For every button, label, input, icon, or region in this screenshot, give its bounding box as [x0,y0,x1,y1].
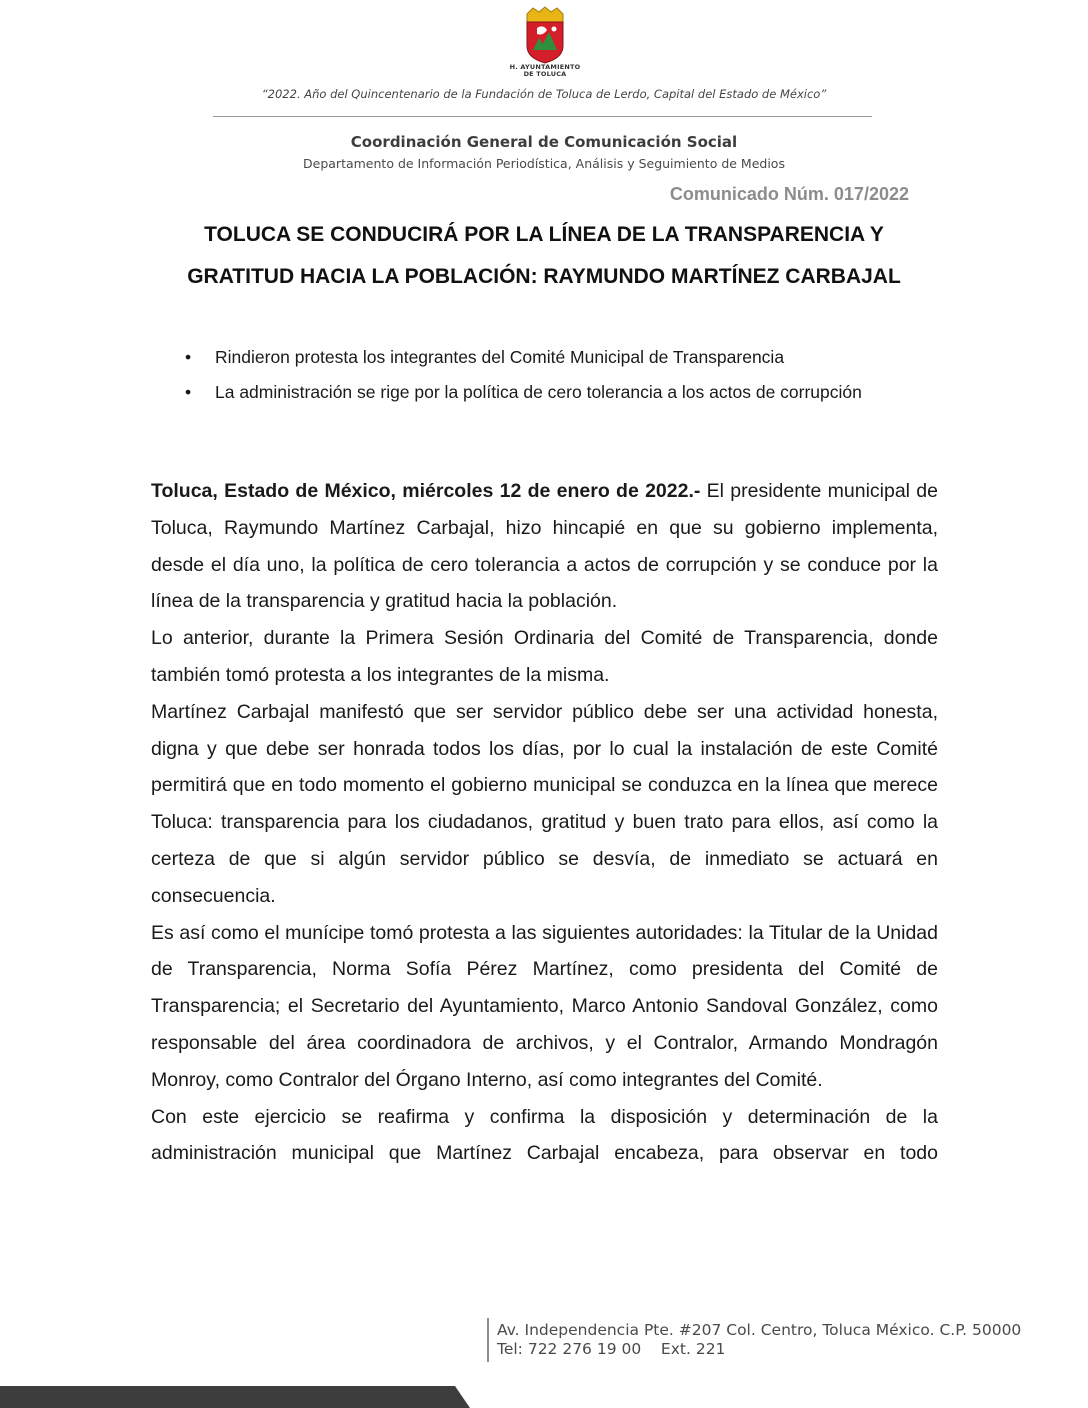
coordination-title: Coordinación General de Comunicación Social [350,133,738,151]
bullet-text: La administración se rige por la política de cero tolerancia a los actos de corrupción [215,381,862,402]
bullet-icon: • [185,347,192,367]
paragraph-1 [151,473,938,620]
footer-bar [0,1386,470,1408]
headline: TOLUCA SE CONDUCIRÁ POR LA LÍNEA DE LA TRANSPARENCIA Y GRATITUD HACIA LA POBLACIÓN: RAYMUNDO MARTÍNEZ CARBAJAL [187,223,901,288]
motto: “2022. Año del Quincentenario de la Fundación de Toluca de Lerdo, Capital del Estado de México” [261,87,827,101]
header-divider [213,116,872,117]
paragraph-2: Lo anterior, durante la Primera Sesión Ordinaria del Comité de Transparencia, donde también tomó protesta a los integrantes de la misma. [151,627,938,686]
bullet-icon: • [185,381,192,402]
release-number: Comunicado Núm. 017/2022 [669,184,909,204]
department-subtitle: Departamento de Información Periodística, Análisis y Seguimiento de Medios [303,156,785,171]
bullet-list [181,340,881,409]
footer-address: Av. Independencia Pte. #207 Col. Centro, Toluca México. C.P. 50000 [497,1321,1022,1339]
dateline: Toluca, Estado de México, miércoles 12 de enero de 2022.- [151,480,701,502]
footer-divider [487,1318,489,1362]
paragraph-5: Con este ejercicio se reafirma y confirma la disposición y determinación de la administración municipal que Martínez Carbajal encabeza, para observar en todo [151,1105,938,1165]
paragraph-1-text: El presidente municipal de Toluca, Raymundo Martínez Carbajal, hizo hincapié en que su gobierno implementa, desde el día uno, la política de cero tolerancia a actos de corrupción y se conduce por la línea de la transparencia y gratitud hacia la población. [151,480,938,613]
bullet-item [181,375,881,410]
footer-phone: Tel: 722 276 19 00 Ext. 221 [497,1340,726,1358]
logo-text-line2: DE TOLUCA [523,70,567,78]
article-body [151,473,938,1172]
paragraph-3: Martínez Carbajal manifestó que ser servidor público debe ser una actividad honesta, digna y que debe ser honrada todos los días, por lo cual la instalación de este Comité permitirá que en todo momento el gobierno municipal se conduzca en la línea que merece Toluca: transparencia para los ciudadanos, gratitud y buen trato para ellos, así como la certeza de que si algún servidor público se desvía, de inmediato se actuará en consecuencia. [151,700,938,907]
toluca-logo [505,6,585,84]
bullet-item [181,340,881,375]
bullet-text: Rindieron protesta los integrantes del Comité Municipal de Transparencia [215,347,785,367]
logo-text-line1: H. AYUNTAMIENTO [509,63,581,71]
coat-of-arms-icon [521,6,569,64]
paragraph-4: Es así como el munícipe tomó protesta a las siguientes autoridades: la Titular de la Unidad de Transparencia, Norma Sofía Pérez Martínez, como presidenta del Comité de Transparencia; el Secretario del Ayuntamiento, Marco Antonio Sandoval González, como responsable del área coordinadora de archivos, y el Contralor, Armando Mondragón Monroy, como Contralor del Órgano Interno, así como integrantes del Comité. [151,921,938,1091]
